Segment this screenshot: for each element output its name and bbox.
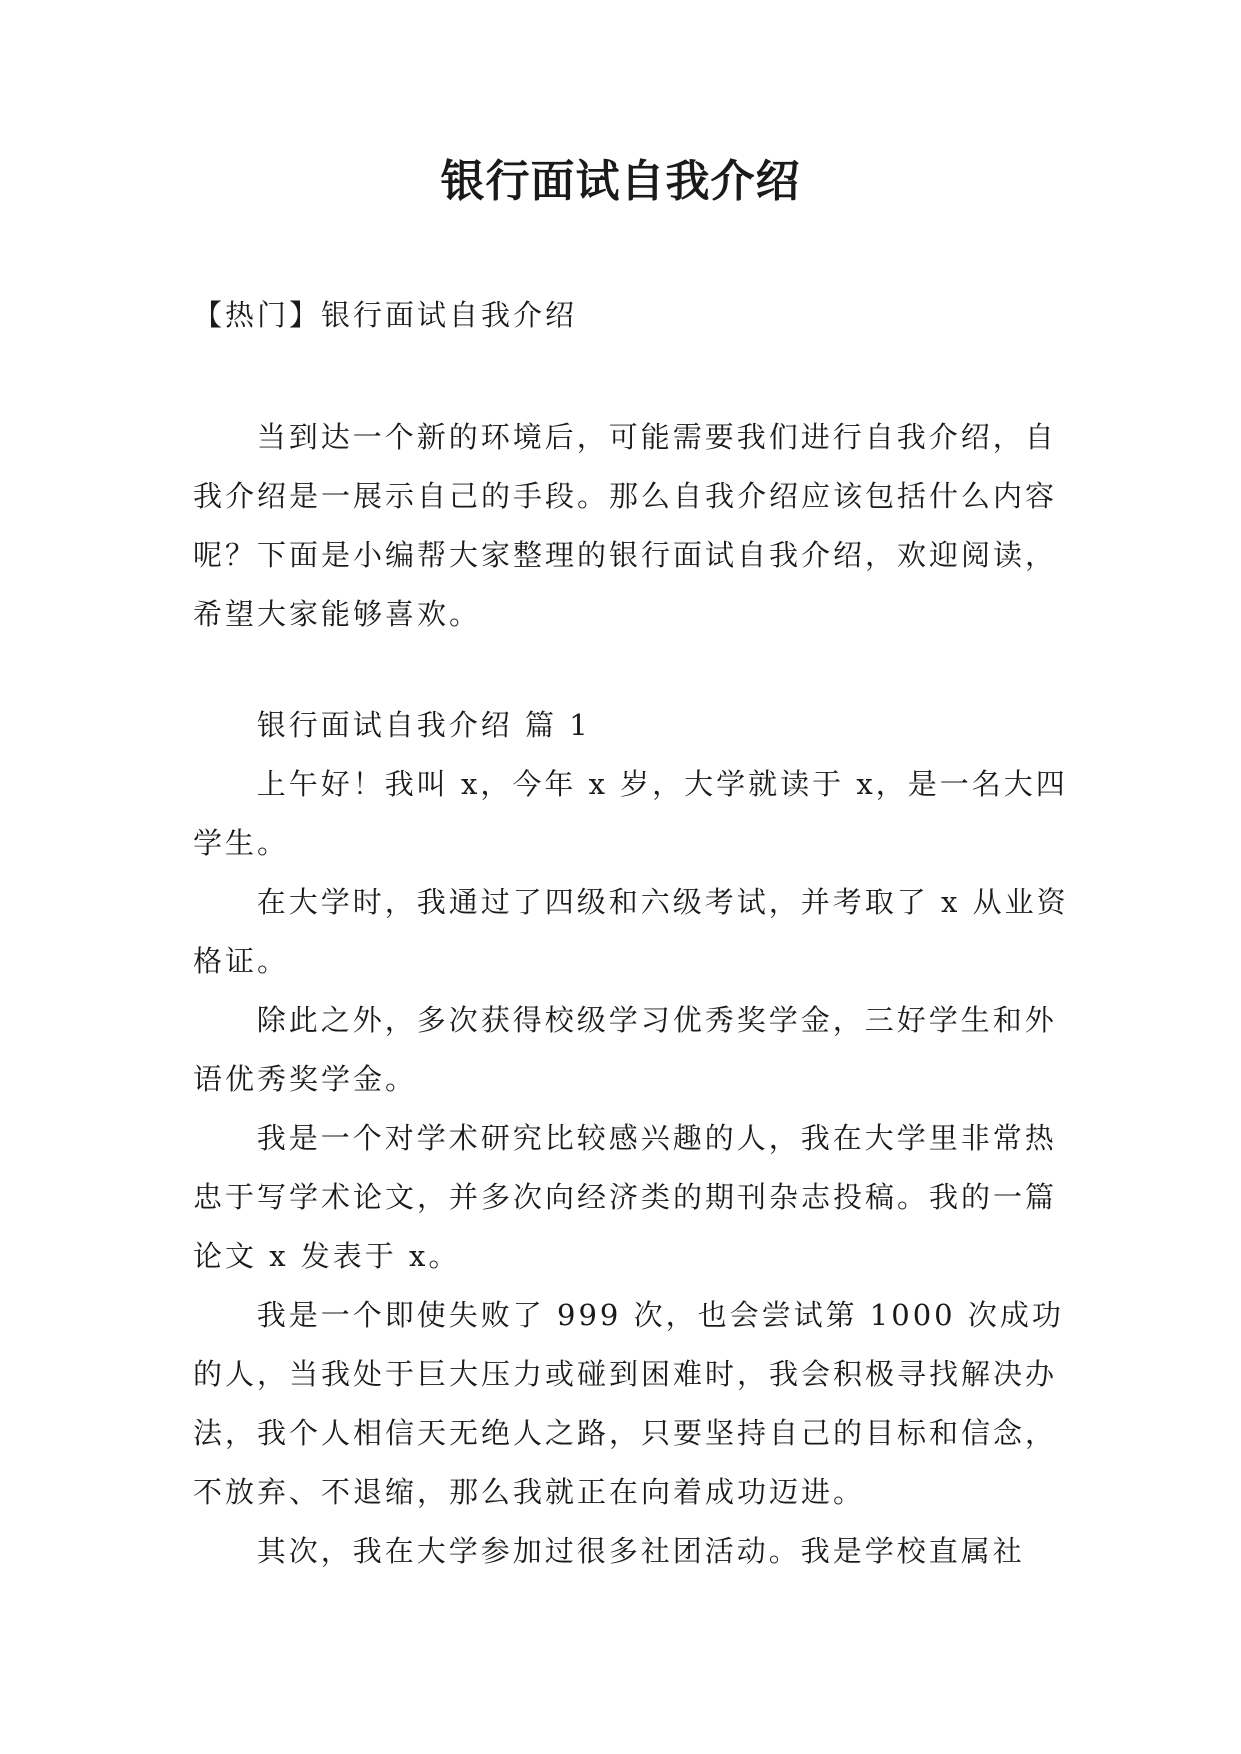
- section-heading: 银行面试自我介绍 篇 1: [256, 708, 591, 742]
- intro-block: [193, 408, 1073, 644]
- body-paragraph-6: 其次，我在大学参加过很多社团活动。我是学校直属社: [256, 1534, 1025, 1568]
- document-subtitle-block: [193, 286, 1073, 345]
- intro-paragraph: 当到达一个新的环境后，可能需要我们进行自我介绍，自我介绍是一展示自己的手段。那么自我介绍应该包括什么内容呢？下面是小编帮大家整理的银行面试自我介绍，欢迎阅读，希望大家能够喜欢。: [193, 420, 1058, 631]
- document-subtitle: 【热门】银行面试自我介绍: [193, 298, 578, 332]
- document-title: 银行面试自我介绍: [440, 156, 801, 207]
- body-paragraph-1: 上午好！我叫 x，今年 x 岁，大学就读于 x，是一名大四学生。: [193, 767, 1068, 860]
- body-paragraph-2: 在大学时，我通过了四级和六级考试，并考取了 x 从业资格证。: [193, 885, 1069, 978]
- section-block: [193, 696, 1073, 1581]
- body-paragraph-5: 我是一个即使失败了 999 次，也会尝试第 1000 次成功的人，当我处于巨大压力或碰到困难时，我会积极寻找解决办法，我个人相信天无绝人之路，只要坚持自己的目标和信念，不放弃、不退缩，那么我就正在向着成功迈进。: [193, 1298, 1064, 1509]
- body-paragraph-4: 我是一个对学术研究比较感兴趣的人，我在大学里非常热忠于写学术论文，并多次向经济类的期刊杂志投稿。我的一篇论文 x 发表于 x。: [193, 1121, 1058, 1273]
- body-paragraph-3: 除此之外，多次获得校级学习优秀奖学金，三好学生和外语优秀奖学金。: [193, 1003, 1057, 1096]
